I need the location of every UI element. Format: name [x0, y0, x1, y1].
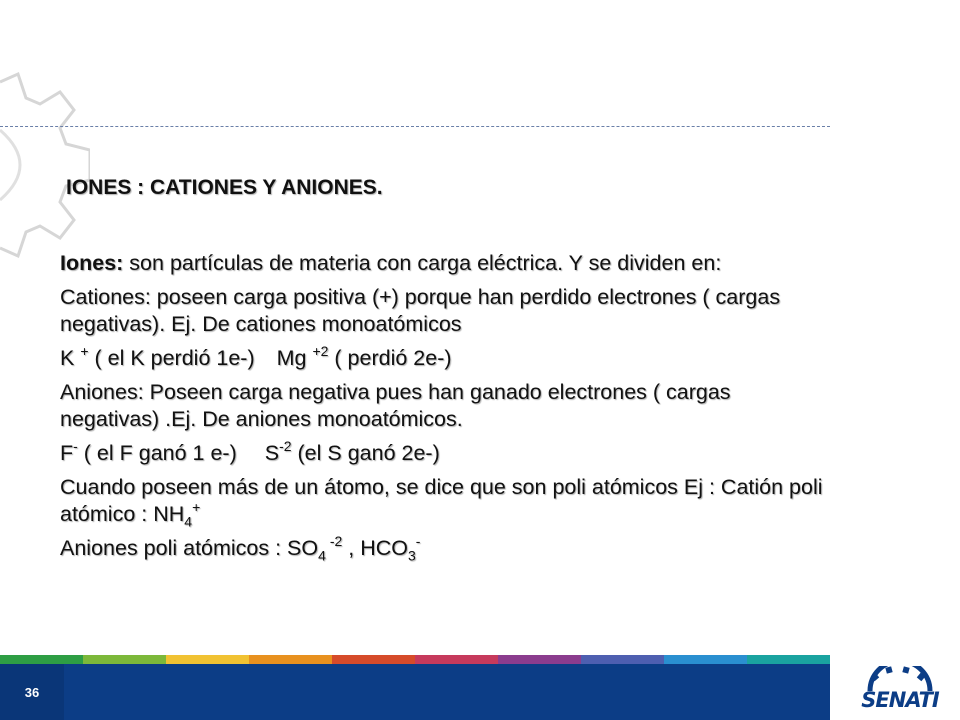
so4-text: Aniones poli atómicos : SO	[60, 536, 319, 560]
slide-body	[60, 250, 830, 569]
hco3-text: , HCO	[342, 536, 408, 560]
polyatomic-cation-text: Cuando poseen más de un átomo, se dice que son poli atómicos Ej : Catión poli atómico : NH	[60, 475, 823, 526]
stripe-segment	[332, 655, 415, 664]
polyatomic-anions	[60, 532, 830, 564]
f-note: ( el F ganó 1 e-)	[77, 441, 237, 465]
slide-title: IONES : CATIONES Y ANIONES.	[66, 176, 383, 199]
so4-subscript: 4	[318, 547, 326, 564]
anion-examples	[60, 437, 830, 467]
paragraph-cationes: Cationes: poseen carga positiva (+) porque han perdido electrones ( cargas negativas). Ej. De cationes monoatómicos	[60, 285, 781, 336]
stripe-segment	[83, 655, 166, 664]
divider-line	[0, 126, 830, 127]
stripe-segment	[415, 655, 498, 664]
stripe-segment	[747, 655, 830, 664]
k-note: ( el K perdió 1e-)	[88, 346, 255, 370]
senati-logo	[848, 666, 952, 716]
iones-definition: son partículas de materia con carga eléctrica. Y se dividen en:	[123, 251, 722, 275]
k-charge: +	[80, 342, 89, 359]
footer-bar	[0, 664, 830, 720]
f-symbol: F	[60, 441, 74, 465]
paragraph-poliatomicos	[60, 474, 830, 528]
stripe-segment	[664, 655, 747, 664]
so4-charge: -2	[325, 532, 343, 549]
paragraph-iones	[60, 250, 830, 277]
k-symbol: K	[60, 346, 75, 370]
f-charge: -	[73, 437, 78, 454]
cation-examples	[60, 342, 830, 372]
stripe-segment	[581, 655, 664, 664]
mg-note: ( perdió 2e-)	[328, 346, 452, 370]
color-stripe	[0, 655, 830, 664]
stripe-segment	[0, 655, 83, 664]
hco3-charge: -	[415, 532, 421, 549]
mg-symbol: Mg	[276, 346, 307, 370]
mg-charge: +2	[312, 342, 329, 359]
s-note: (el S ganó 2e-)	[291, 441, 440, 465]
stripe-segment	[166, 655, 249, 664]
hco3-subscript: 3	[407, 547, 416, 564]
iones-term: Iones:	[60, 251, 124, 275]
s-charge: -2	[279, 437, 292, 454]
paragraph-aniones: Aniones: Poseen carga negativa pues han ganado electrones ( cargas negativas) .Ej. De aniones monoatómicos.	[60, 380, 731, 431]
s-symbol: S	[264, 441, 280, 465]
logo-wordmark: SENATI	[861, 688, 939, 712]
stripe-segment	[249, 655, 332, 664]
stripe-segment	[498, 655, 581, 664]
nh4-subscript: 4	[184, 513, 193, 530]
gear-outline-icon	[0, 70, 90, 260]
nh4-charge: +	[192, 498, 201, 515]
page-number: 36	[0, 664, 64, 720]
